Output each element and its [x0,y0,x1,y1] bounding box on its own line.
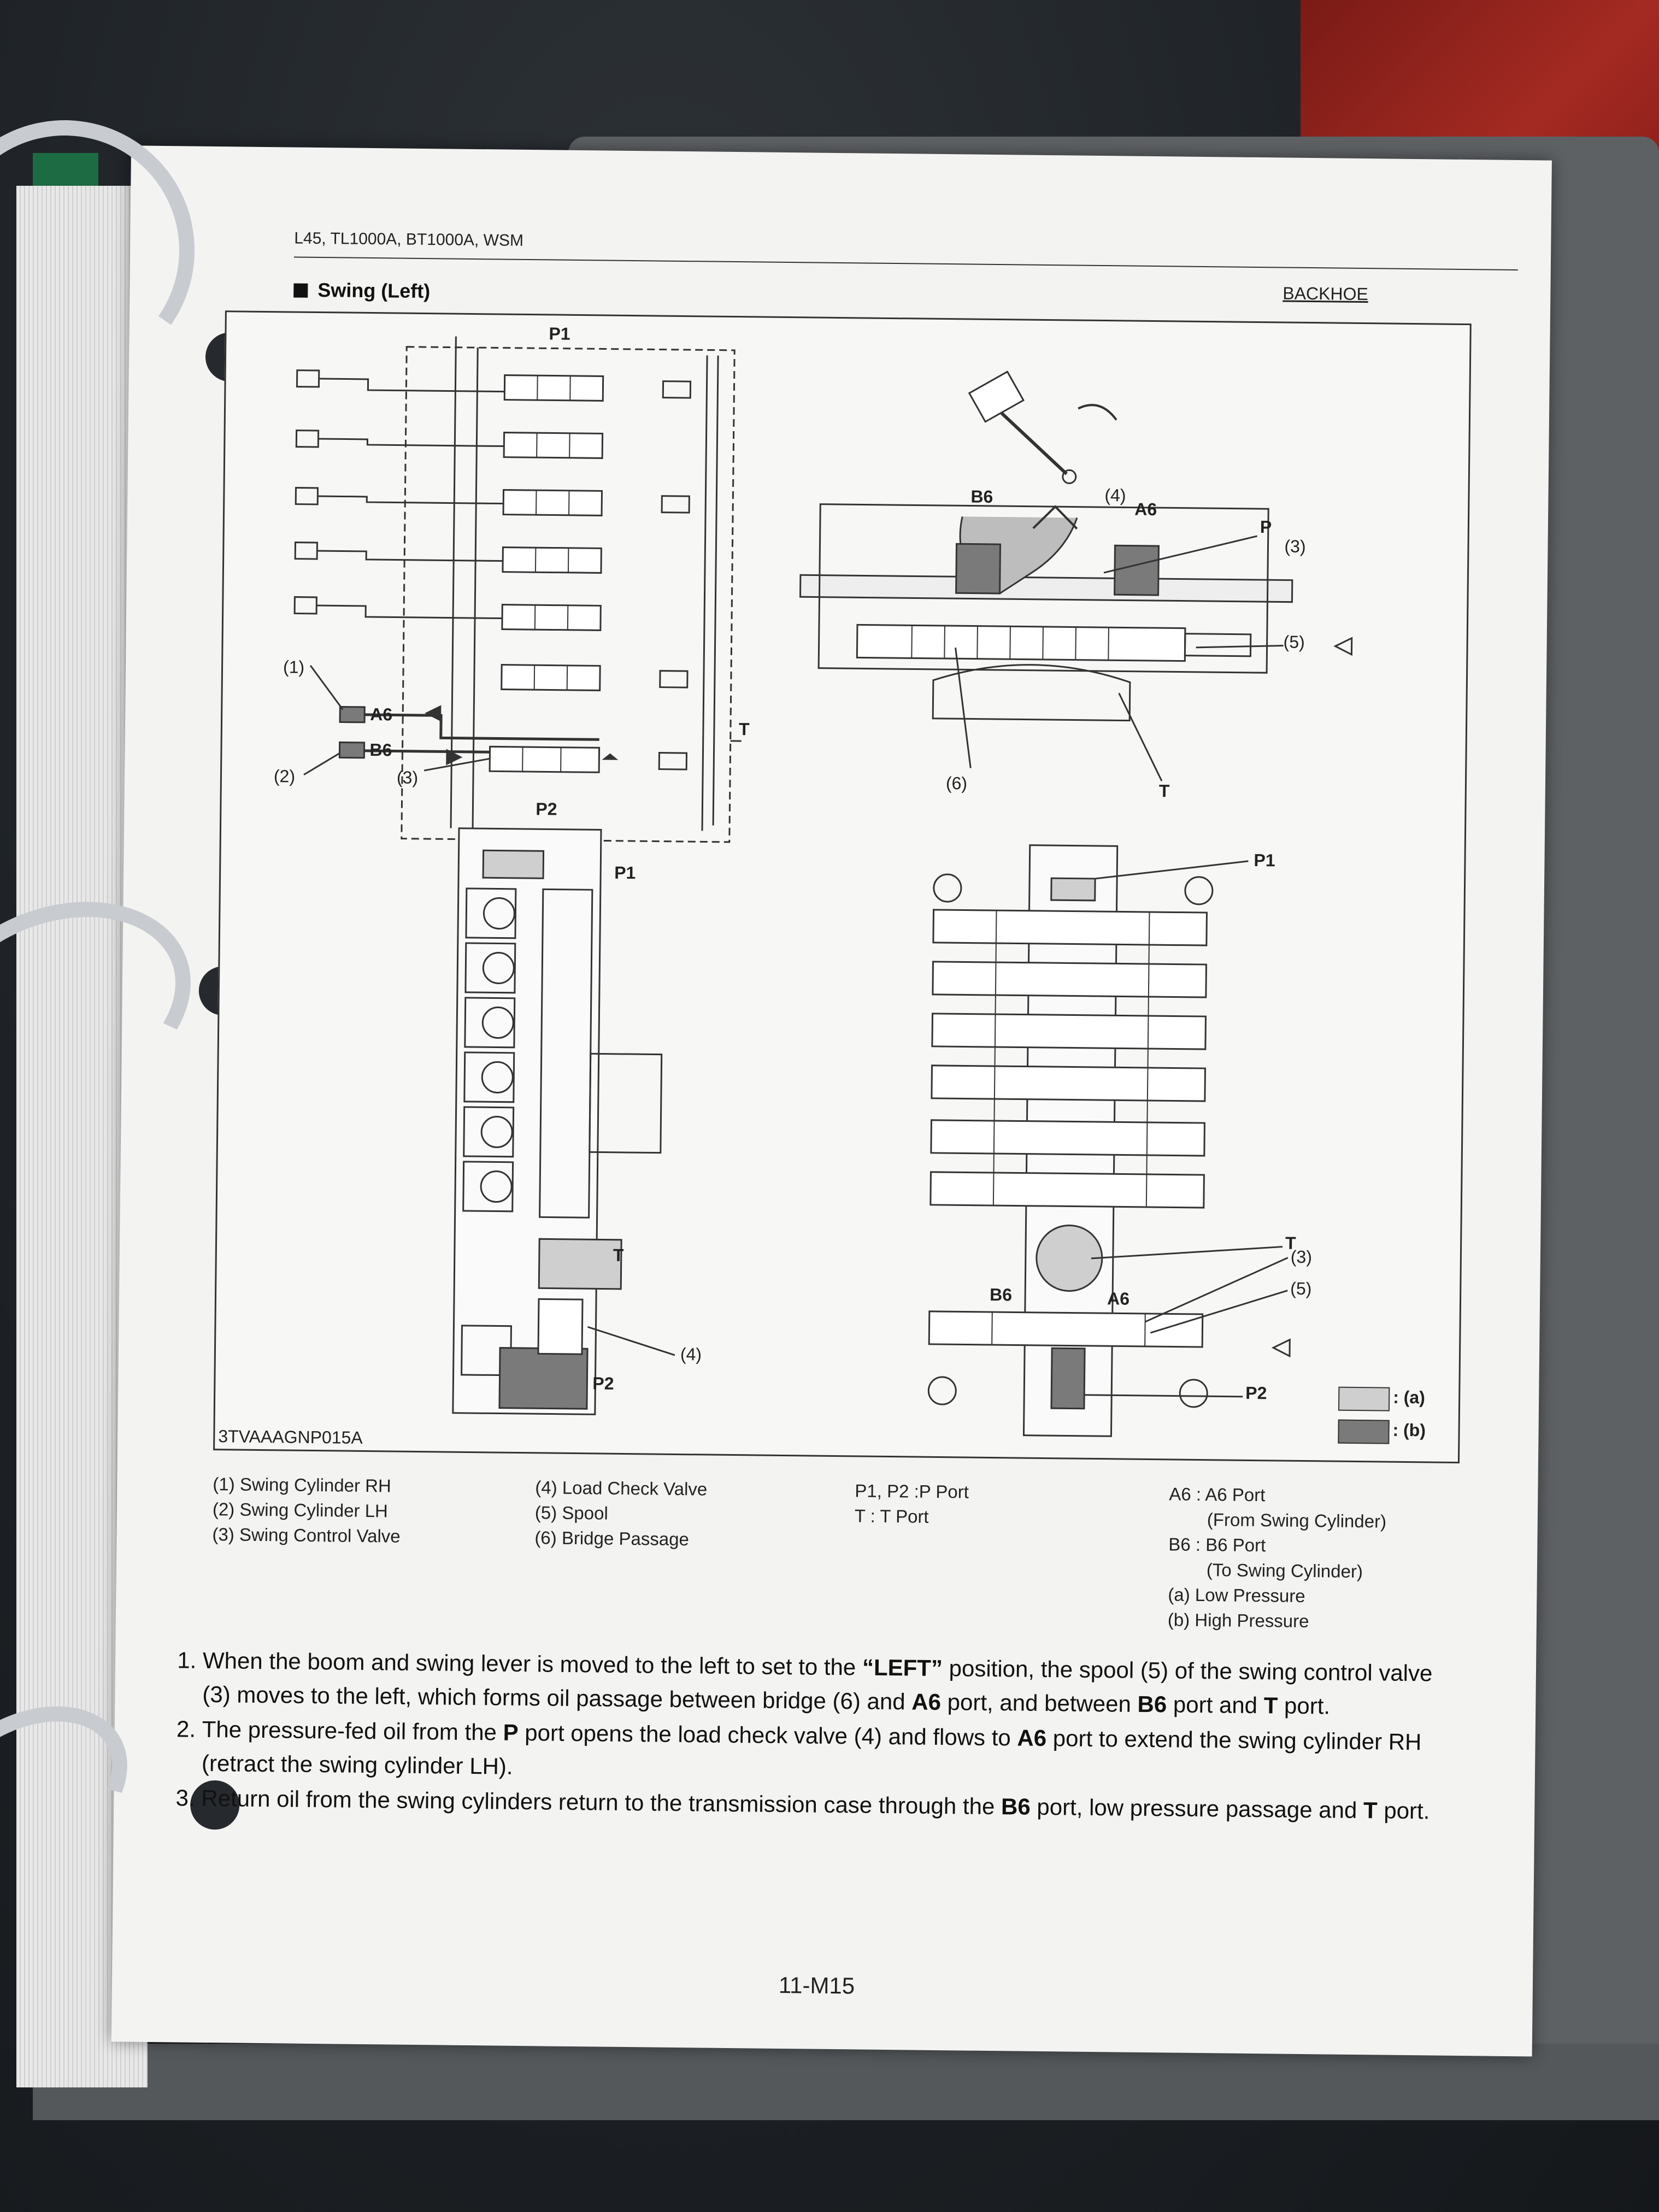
legend-label-a: : (a) [1393,1387,1426,1408]
manual-header: L45, TL1000A, BT1000A, WSM [294,229,524,250]
label-a6-view: A6 [1107,1289,1130,1309]
label-p1-view: P1 [1254,850,1275,870]
step-1: 1. When the boom and swing lever is moved to the left to set to the “LEFT” position, the spool (5) of the swing control valve (3) moves to the left, which forms oil passage between bridge (6) and A6 port, and between B6 port and T port. [202,1644,1465,1725]
label-6-section: (6) [945,773,968,793]
section-title-text: Swing (Left) [317,278,431,303]
label-2: (2) [273,766,296,786]
caption-column-2 [534,1475,707,1552]
label-p2-block: P2 [592,1373,614,1393]
label-b6-view: B6 [989,1284,1013,1305]
caption-item: (3) Swing Control Valve [212,1524,401,1546]
caption-item: (5) Spool [534,1502,609,1523]
label-t-section: T [1158,781,1170,801]
label-3-view: (3) [1290,1246,1313,1267]
legend-label-b: : (b) [1392,1420,1426,1440]
caption-item: (To Swing Cylinder) [1206,1560,1363,1582]
label-3-schematic: (3) [396,767,419,787]
label-t-schematic: T [738,719,750,739]
caption-item: (b) High Pressure [1167,1609,1309,1632]
caption-item: (From Swing Cylinder) [1207,1509,1387,1532]
procedure-steps [163,1643,1465,1829]
diagram-drawing [215,312,1470,1462]
label-t-block: T [613,1245,624,1265]
label-5-section: (5) [1283,632,1305,652]
caption-item: (6) Bridge Passage [534,1527,690,1550]
caption-item: B6 : B6 Port [1168,1534,1266,1556]
step-2: 2. The pressure-fed oil from the P port opens the load check valve (4) and flows to A6 port to extend the swing cylinder RH (retract the swing cylinder LH). [202,1713,1464,1793]
caption-column-1 [212,1472,401,1549]
label-b6-section: B6 [970,486,993,507]
section-title [293,279,430,303]
label-p-section: P [1260,517,1272,537]
square-bullet-icon [293,284,308,298]
caption-column-4 [1168,1481,1387,1634]
legend-swatch-low [1338,1387,1390,1411]
figure-code: 3TVAAAGNP015A [218,1426,363,1448]
label-5-view: (5) [1290,1278,1312,1299]
label-p2-view: P2 [1245,1382,1267,1403]
legend-swatch-high [1338,1420,1389,1444]
caption-item: T : T Port [854,1505,929,1527]
label-p1-block: P1 [614,862,636,883]
page-number: 11-M15 [778,1972,855,1999]
hydraulic-diagram [213,310,1472,1463]
caption-item: (4) Load Check Valve [535,1477,708,1499]
label-a6-section: A6 [1134,499,1157,520]
label-1: (1) [283,657,305,677]
header-rule [294,257,1518,270]
label-a6-schematic: A6 [370,704,393,725]
label-p2-schematic: P2 [536,799,557,819]
label-3-section: (3) [1284,536,1306,556]
caption-column-3 [855,1478,969,1529]
label-4-block: (4) [680,1344,702,1364]
chapter-header: BACKHOE [1283,283,1369,304]
step-3: 3. Return oil from the swing cylinders return to the transmission case through the B6 port, low pressure passage and T port. [201,1781,1464,1828]
caption-item: P1, P2 :P Port [855,1480,969,1502]
label-b6-schematic: B6 [369,740,392,760]
manual-page [111,145,1552,2056]
caption-item: A6 : A6 Port [1169,1484,1266,1505]
label-4-section: (4) [1104,485,1126,505]
caption-item: (a) Low Pressure [1168,1584,1305,1607]
caption-item: (1) Swing Cylinder RH [213,1474,392,1496]
label-t-view: T [1285,1233,1296,1253]
caption-item: (2) Swing Cylinder LH [212,1499,389,1521]
label-p1-schematic: P1 [549,323,570,344]
